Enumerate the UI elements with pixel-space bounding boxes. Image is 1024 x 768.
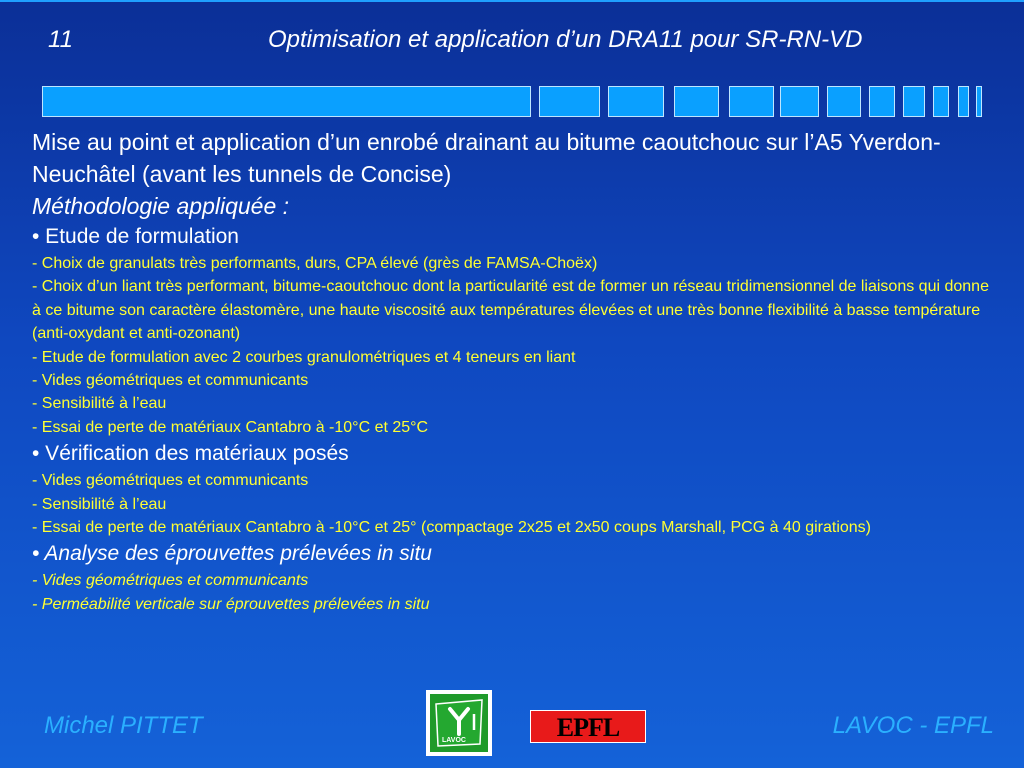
list-item: - Choix d’un liant très performant, bitume-caoutchouc dont la particularité est de former un réseau tridimensionnel de liaisons qui donne à ce bitume son caractère élastomère, une haute viscosité aux températures élevées et une très bonne flexibilité à basse température (anti-oxydant et anti-ozonant) <box>32 278 989 343</box>
progress-segment <box>539 86 600 117</box>
list-item: - Perméabilité verticale sur éprouvettes prélevées in situ <box>32 595 430 613</box>
progress-segment <box>608 86 664 117</box>
top-accent-line <box>0 0 1024 2</box>
slide-title: Optimisation et application d’un DRA11 pour SR-RN-VD <box>268 26 863 53</box>
list-item: - Sensibilité à l’eau <box>32 395 167 413</box>
lavoc-logo-text: LAVOC <box>442 737 466 744</box>
progress-segment <box>674 86 719 117</box>
list-item: - Vides géométriques et communicants <box>32 572 309 590</box>
list-item: - Vides géométriques et communicants <box>32 472 309 490</box>
epfl-logo-text: EPFL <box>556 713 620 742</box>
list-item: - Essai de perte de matériaux Cantabro à -10°C et 25°C <box>32 418 429 436</box>
section-formulation-title: • Etude de formulation <box>32 225 239 248</box>
section-verification-title: • Vérification des matériaux posés <box>32 442 349 466</box>
lavoc-logo <box>426 690 492 756</box>
list-item: - Sensibilité à l’eau <box>32 495 167 513</box>
progress-segment <box>827 86 861 117</box>
list-item: - Vides géométriques et communicants <box>32 372 309 390</box>
slide-number: 11 <box>48 26 73 53</box>
intro-text: Mise au point et application d’un enrobé drainant au bitume caoutchouc sur l’A5 Yverdon-Neuchâtel (avant les tunnels de Concise) <box>32 129 941 187</box>
list-item: - Etude de formulation avec 2 courbes granulométriques et 4 teneurs en liant <box>32 348 576 366</box>
progress-segment <box>869 86 895 117</box>
list-item: - Essai de perte de matériaux Cantabro à -10°C et 25° (compactage 2x25 et 2x50 coups Marshall, PCG à 40 girations) <box>32 519 872 537</box>
list-item: - Choix de granulats très performants, durs, CPA élevé (grès de FAMSA-Choëx) <box>32 255 598 272</box>
footer-organization: LAVOC - EPFL <box>832 712 994 739</box>
slide-body <box>32 126 997 616</box>
progress-segment <box>976 86 982 117</box>
epfl-logo <box>530 710 646 743</box>
methodology-heading: Méthodologie appliquée : <box>32 193 290 219</box>
progress-segment <box>903 86 925 117</box>
progress-segment <box>933 86 949 117</box>
progress-segment <box>729 86 774 117</box>
decorative-progress-bar <box>42 86 982 117</box>
footer-author: Michel PITTET <box>44 712 203 739</box>
progress-segment <box>780 86 819 117</box>
lavoc-logo-background <box>430 694 488 752</box>
progress-segment <box>958 86 969 117</box>
progress-segment <box>42 86 531 117</box>
section-analysis-title: • Analyse des éprouvettes prélevées in situ <box>32 542 432 566</box>
